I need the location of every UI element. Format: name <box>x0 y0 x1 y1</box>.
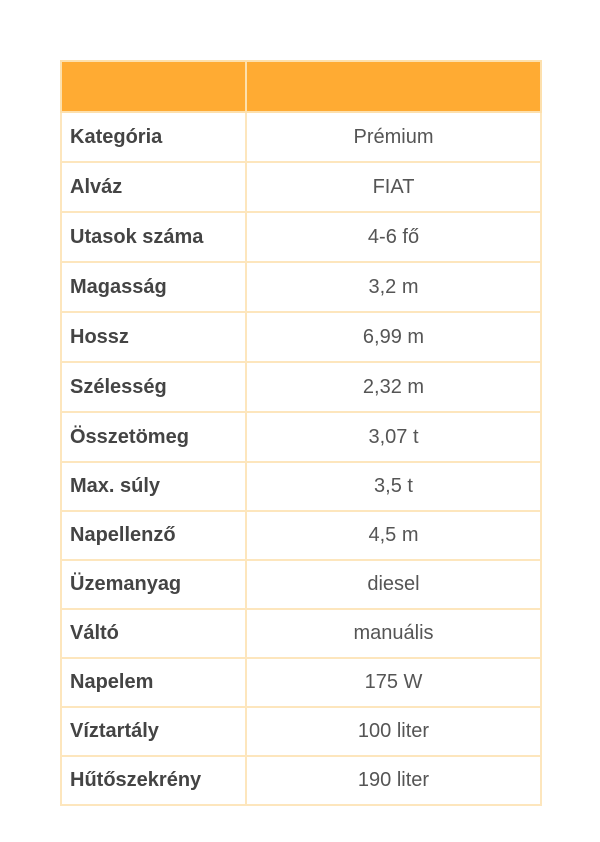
spec-value: 4-6 fő <box>246 212 541 262</box>
spec-value: diesel <box>246 560 541 609</box>
table-row <box>61 362 541 412</box>
table-row <box>61 412 541 462</box>
table-body <box>61 112 541 805</box>
table-row <box>61 262 541 312</box>
spec-value: FIAT <box>246 162 541 212</box>
table-row <box>61 609 541 658</box>
spec-value: 6,99 m <box>246 312 541 362</box>
header-cell-value <box>246 61 541 112</box>
spec-value: 3,2 m <box>246 262 541 312</box>
header-cell-label <box>61 61 246 112</box>
spec-value: manuális <box>246 609 541 658</box>
spec-label: Kategória <box>61 112 246 162</box>
table-row <box>61 756 541 805</box>
spec-label: Víztartály <box>61 707 246 756</box>
spec-value: 4,5 m <box>246 511 541 560</box>
spec-label: Hűtőszekrény <box>61 756 246 805</box>
table-row <box>61 511 541 560</box>
spec-value: 190 liter <box>246 756 541 805</box>
header-row <box>61 61 541 112</box>
spec-label: Napelem <box>61 658 246 707</box>
table-row <box>61 560 541 609</box>
table-row <box>61 212 541 262</box>
table-header <box>61 61 541 112</box>
spec-label: Összetömeg <box>61 412 246 462</box>
spec-label: Napellenző <box>61 511 246 560</box>
table-row <box>61 162 541 212</box>
table-row <box>61 462 541 511</box>
spec-label: Alváz <box>61 162 246 212</box>
spec-label: Váltó <box>61 609 246 658</box>
table-row <box>61 312 541 362</box>
table-row <box>61 707 541 756</box>
spec-label: Üzemanyag <box>61 560 246 609</box>
spec-value: Prémium <box>246 112 541 162</box>
spec-label: Max. súly <box>61 462 246 511</box>
spec-table <box>60 60 542 806</box>
table-row <box>61 112 541 162</box>
spec-value: 175 W <box>246 658 541 707</box>
spec-label: Hossz <box>61 312 246 362</box>
spec-value: 3,07 t <box>246 412 541 462</box>
spec-label: Utasok száma <box>61 212 246 262</box>
spec-value: 2,32 m <box>246 362 541 412</box>
spec-value: 3,5 t <box>246 462 541 511</box>
spec-label: Szélesség <box>61 362 246 412</box>
spec-value: 100 liter <box>246 707 541 756</box>
table-row <box>61 658 541 707</box>
spec-label: Magasság <box>61 262 246 312</box>
